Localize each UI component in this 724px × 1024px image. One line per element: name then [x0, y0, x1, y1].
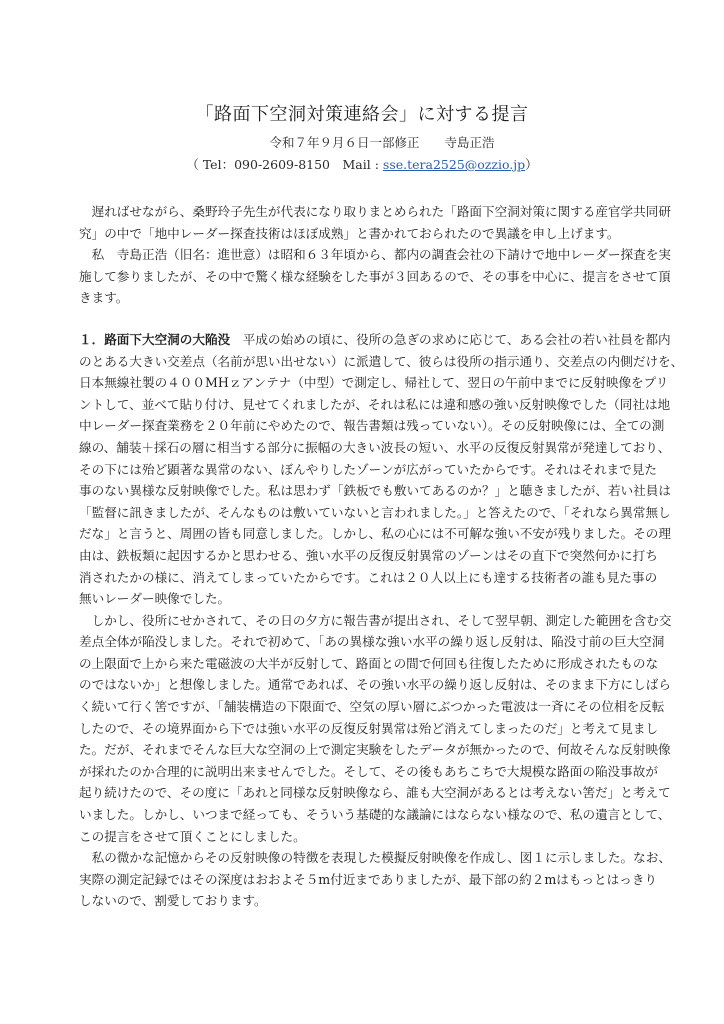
text-line: 無いレーダー映像でした。	[79, 591, 231, 607]
text-line: 日本無線社製の４００MHｚアンテナ（中型）で測定し、帰社して、翌日の午前中までに反射映像をプリ	[79, 375, 669, 391]
text-line: しないので、割愛しております。	[79, 893, 267, 909]
text-line: 由は、鉄板類に起因するかと思わせる、強い水平の反復反射異常のゾーンはその直下で突然何かに打ち	[79, 547, 658, 563]
text-line: したので、その境界面から下では強い水平の反復反射異常は殆ど消えてしまったのだ」と考えて見まし	[79, 720, 659, 736]
email-link[interactable]: sse.tera2525@ozzio.jp	[382, 157, 526, 172]
text-line: だな」と言うと、周囲の皆も同意しました。しかし、私の心には不可解な強い不安が残りました。その理	[79, 526, 671, 542]
text-line: 差点全体が陥没しました。それで初めて、「あの異様な強い水平の繰り返し反射は、陥没寸前の巨大空洞	[79, 634, 665, 650]
text-line: いました。しかし、いつまで経っても、そういう基礎的な議論にはならない様なので、私の遺言として、	[79, 807, 671, 823]
revision-author-line: 令和７年９月６日一部修正 寺島正浩	[269, 135, 495, 150]
text-line: た。だが、それまでそんな巨大な空洞の上で測定実験をしたデータが無かったので、何故そんな反射映像	[79, 742, 671, 758]
document-body	[79, 201, 684, 912]
section-1-first-line	[79, 329, 671, 351]
text-line: 線の、舗装＋採石の層に相当する部分に振幅の大きい波長の短い、水平の反復反射異常が発達しており、	[79, 439, 671, 455]
document-title: 「路面下空洞対策連絡会」に対する提言	[195, 104, 529, 125]
text-line: 私 寺島正浩（旧名：進世意）は昭和６３年頃から、都内の調査会社の下請けで地中レーダー探査を実	[79, 247, 671, 263]
text-line: が採れたのか合理的に説明出来ませんでした。そして、その後もあちこちで大規模な路面の陥没事故が	[79, 763, 658, 779]
text-line: 実際の測定記録ではその深度はおおよそ５m付近までありましたが、最下部の約２mはもっとはっきり	[79, 871, 658, 887]
text-line: く続いて行く筈ですが、「舗装構造の下限面で、空気の厚い層にぶつかった電波は一斉にその位相を反転	[79, 699, 665, 715]
text-line: 「監督に訊きましたが、そんなものは敷いていないと言われました。」と答えたので、「それなら異常無し	[79, 504, 671, 520]
text-line: 究」の中で「地中レーダー探査技術はほぼ成熟」と書かれておられたので異議を申し上げます。	[79, 225, 620, 241]
text-line: 平成の始めの頃に、役所の急ぎの求めに応じて、ある会社の若い社員を都内	[230, 331, 671, 347]
text-line: 事のない異様な反射映像でした。私は思わず「鉄板でも敷いてあるのか？」と聴きましたが、若い社員は	[79, 483, 671, 499]
text-line: の上限面で上から来た電磁波の大半が反射して、路面との間で何回も往復したために形成されたものな	[79, 655, 659, 671]
text-line: 遅ればせながら、桑野玲子先生が代表になり取りまとめられた「路面下空洞対策に関する産官学共同研	[79, 204, 671, 219]
text-line: その下には殆ど顕著な異常のない、ぼんやりしたゾーンが広がっていたからです。それはそれまで見た	[79, 461, 657, 477]
text-line: のではないか」と想像しました。通常であれば、その強い水平の繰り返し反射は、そのまま下方にしばら	[79, 677, 671, 693]
text-line: のとある大きい交差点（名前が思い出せない）に派遣して、彼らは役所の指示通り、交差点の内側だけを、	[79, 353, 684, 369]
section-1	[79, 329, 684, 912]
text-line: 起り続けたので、その度に「あれと同様な反射映像なら、誰も大空洞があるとは考えない筈だ」と考えて	[79, 785, 671, 801]
section-heading: １．路面下大空洞の大陥没	[79, 331, 231, 347]
text-line: きます。	[79, 290, 129, 306]
text-line: 私の微かな記憶からその反射映像の特徴を表現した模擬反射映像を作成し、図１に示しました。なお、	[79, 850, 671, 866]
text-line: しかし、役所にせかされて、その日の夕方に報告書が提出され、そして翌早朝、測定した範囲を含む交	[79, 612, 672, 628]
text-line: 施して参りましたが、その中で驚く様な経験をした事が３回あるので、その事を中心に、提言をさせて頂	[79, 268, 671, 284]
intro-paragraphs	[79, 201, 671, 309]
contact-close-paren: ）	[525, 157, 538, 172]
text-line: 中レーダー探査業務を２０年前にやめたので、報告書類は残っていない）。その反射映像には、全ての測	[79, 418, 665, 434]
text-line: ントして、並べて貼り付け、見せてくれましたが、それは私には違和感の強い反射映像でした（同社は地	[79, 396, 671, 412]
contact-line	[0, 155, 724, 173]
text-line: この提言をさせて頂くことにしました。	[79, 828, 306, 844]
text-line: 消されたかの様に、消えてしまっていたからです。これは２０人以上にも達する技術者の誰も見た事の	[79, 569, 658, 585]
contact-phone: （ Tel：090-2609-8150 Mail :	[186, 157, 383, 172]
section-1-lines	[79, 351, 684, 912]
